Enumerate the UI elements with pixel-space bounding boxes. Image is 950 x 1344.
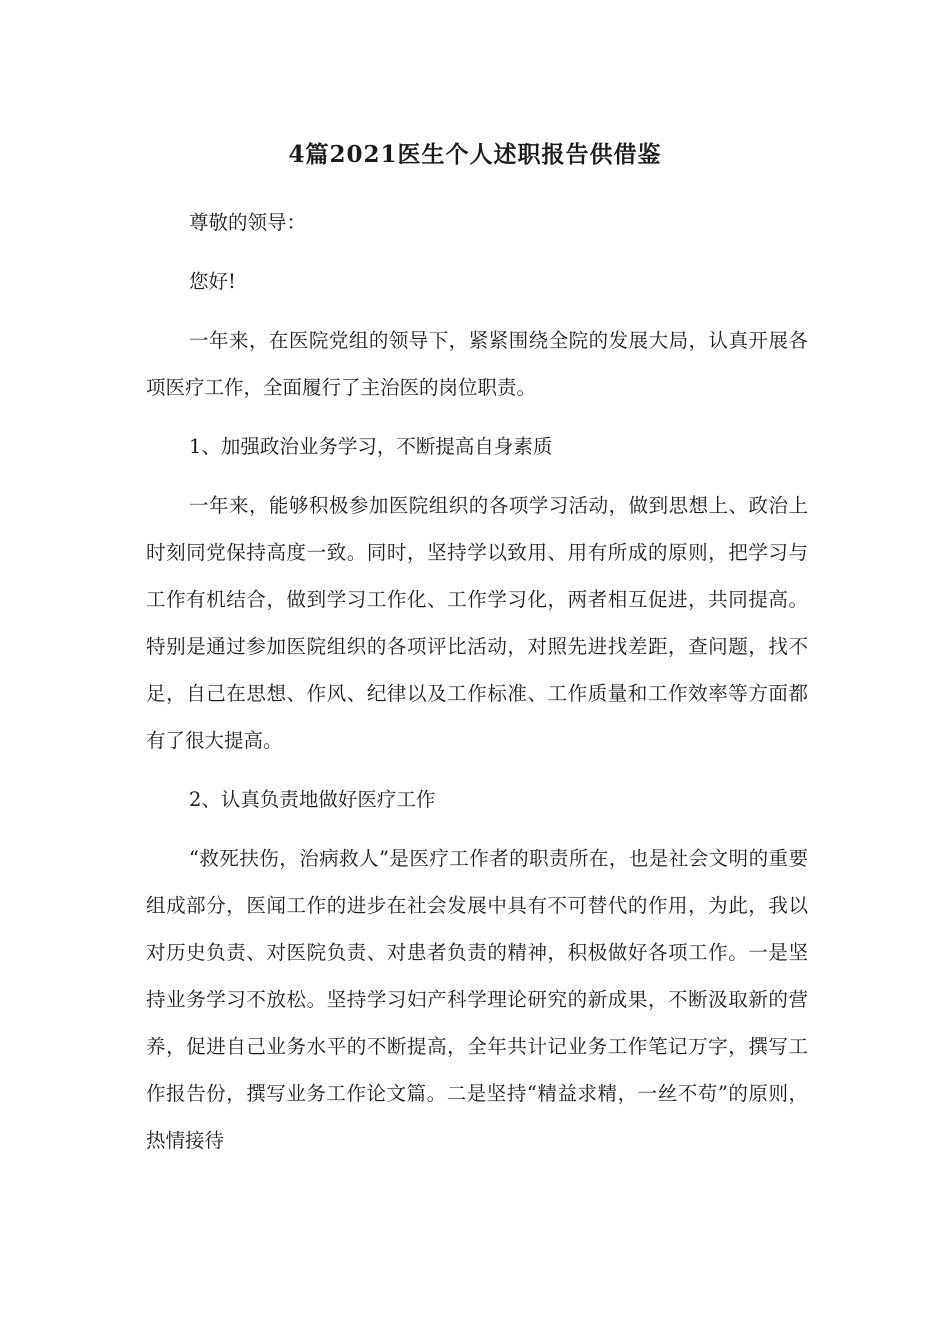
- greeting: 您好!: [189, 270, 236, 293]
- section-heading-2: 2、认真负责地做好医疗工作: [189, 788, 436, 811]
- document-title: 4篇2021医生个人述职报告供借鉴: [288, 141, 662, 168]
- salutation: 尊敬的领导：: [189, 211, 307, 234]
- section-1-paragraph: 一年来，能够积极参加医院组织的各项学习活动，做到思想上、政治上时刻同党保持高度一致。同时，坚持学以致用、用有所成的原则，把学习与工作有机结合，做到学习工作化、工作学习化，两者相互促进，共同提高。特别是通过参加医院组织的各项评比活动，对照先进找差距，查问题，找不足，自己在思想、作风、纪律以及工作标准、工作质量和工作效率等方面都有了很大提高。: [146, 494, 808, 752]
- document-body: [146, 199, 808, 1176]
- section-2-paragraph: “救死扶伤，治病救人”是医疗工作者的职责所在，也是社会文明的重要组成部分，医闻工作的进步在社会发展中具有不可替代的作用，为此，我以对历史负责、对医院负责、对患者负责的精神，积极做好各项工作。一是坚持业务学习不放松。坚持学习妇产科学理论研究的新成果，不断汲取新的营养，促进自己业务水平的不断提高，全年共计记业务工作笔记万字，撰写工作报告份，撰写业务工作论文篇。二是坚持“精益求精，一丝不苟”的原则，热情接待: [146, 847, 808, 1152]
- intro-paragraph: 一年来，在医院党组的领导下，紧紧围绕全院的发展大局，认真开展各项医疗工作，全面履行了主治医的岗位职责。: [146, 329, 808, 399]
- section-heading-1: 1、加强政治业务学习，不断提高自身素质: [189, 435, 553, 458]
